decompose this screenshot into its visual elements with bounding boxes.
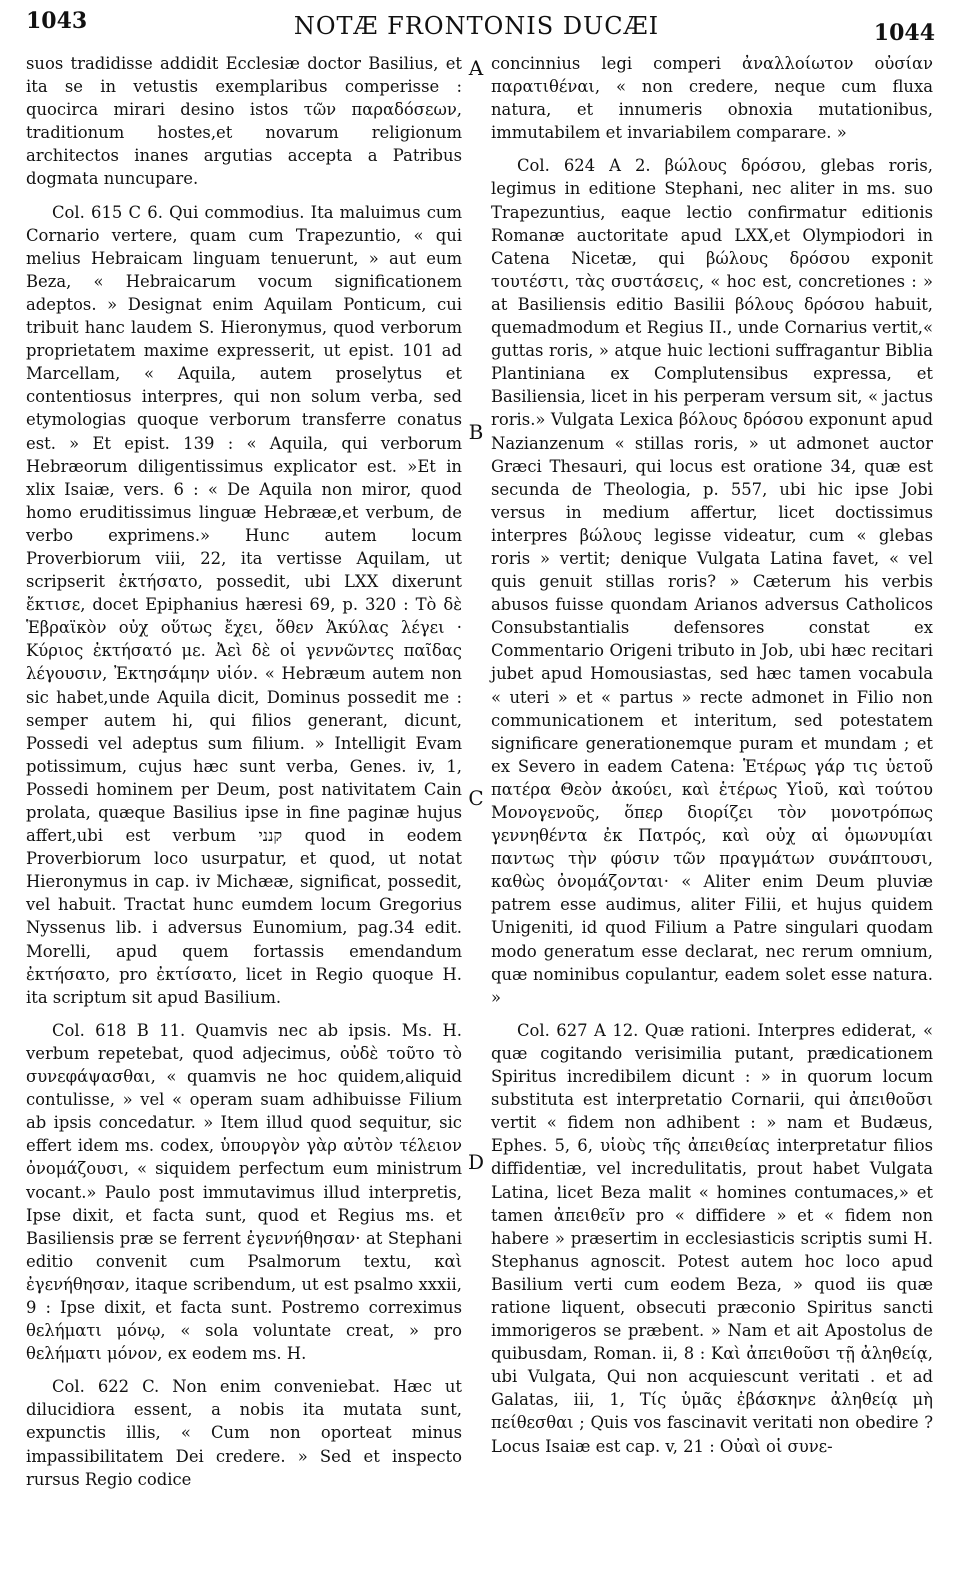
left-column — [26, 52, 462, 1501]
page-number-right: 1044 — [873, 20, 935, 46]
margin-marker-a: A — [468, 56, 484, 80]
page-header — [0, 6, 953, 46]
paragraph: Col. 615 C 6. Qui commodius. Ita maluimus cum Cornario vertere, quam cum Trapezuntio, « qui melius Hebraicam linguam tenuerunt, » aut eum Beza, « Hebraicarum vocum significationem adeptos. » Designat enim Aquilam Ponticum, cui tribuit hanc laudem S. Hieronymus, quod verborum proprietatem maxime expresserit, ut epist. 101 ad Marcellam, « Aquila, autem proselytus et contentiosus interpres, qui non solum verba, sed etymologias quoque verborum transferre conatus est. » Et epist. 139 : « Aquila, qui verborum Hebræorum diligentissimus explicator est. »Et in xlix Isaiæ, vers. 6 : « De Aquila non miror, quod homo eruditissimus linguæ Hebrææ,et verbum, de verbo exprimens.» Hunc autem locum Proverbiorum viii, 22, ita vertisse Aquilam, ut scripserit ἐκτήσατο, possedit, ubi LXX dixerunt ἔκτισε, docet Epiphanius hæresi 69, p. 320 : Τὸ δὲ Ἑβραϊκὸν οὐχ οὕτως ἔχει, ὅθεν Ἀκύλας λέγει · Κύριος ἐκτήσατό με. Ἀεὶ δὲ οἱ γεννῶντες παῖδας λέγουσιν, Ἐκτησάμην υἱόν. « Hebræum autem non sic habet,unde Aquila dicit, Dominus possedit me : semper autem hi, qui filios generant, dicunt, Possedi vel adeptus sum filium. » Intelligit Evam potissimum, cujus hæc sunt verba, Genes. iv, 1, Possedi hominem per Deum, post nativitatem Cain prolata, quæque Basilius ipse in fine paginæ hujus affert,ubi est verbum קנני quod in eodem Proverbiorum loco usurpatur, et quod, ut notat Hieronymus in cap. iv Michææ, significat, possedit, vel habuit. Tractat hunc eumdem locum Gregorius Nyssenus lib. i adversus Eunomium, pag.34 edit. Morelli, apud quem fortassis emendandum ἐκτήσατο, pro ἐκτίσατο, licet in Regio quoque H. ita scriptum sit apud Basilium. — [26, 202, 462, 1007]
paragraph: Col. 627 A 12. Quæ rationi. Interpres ediderat, « quæ cogitando verisimilia putant, prædicationem Spiritus incredibilem dicunt : » in quorum locum substituta est interpretatio Cornarii, qui ἀπειθοῦσι vertit « fidem non adhibent : » nam et Budæus, Ephes. 5, 6, υἱοὺς τῆς ἀπειθείας interpretatur filios diffidentiæ, vel incredulitatis, prout habet Vulgata Latina, licet Beza malit « homines contumaces,» et tamen ἀπειθεῖν pro « diffidere » et « fidem non habere » præsertim in ecclesiasticis scriptis sumi H. Stephanus agnoscit. Potest autem hoc loco apud Basilium verti cum eodem Beza, » quod iis quæ ratione liquent, obsecuti præconio Spiritus sancti immorigeros se præbent. » Nam et ait Apostolus de quibusdam, Roman. ii, 8 : Καὶ ἀπειθοῦσι τῇ ἀληθείᾳ, ubi Vulgata, Qui non acquiescunt veritati . et ad Galatas, iii, 1, Τίς ὑμᾶς ἐβάσκηνε ἀληθείᾳ μὴ πείθεσθαι ; Quis vos fascinavit veritati non obedire ? Locus Isaiæ est cap. v, 21 : Οὐαὶ οἱ συνε- — [491, 1020, 933, 1456]
paragraph: Col. 618 B 11. Quamvis nec ab ipsis. Ms. H. verbum repetebat, quod adjecimus, οὐδὲ τοῦτο τὸ συνεφάψασθαι, « quamvis ne hoc quidem,aliquid contulisse, » vel « operam suam adhibuisse Filium ab ipsis concedatur. » Item illud quod sequitur, sic effert idem ms. codex, ὑπουργὸν γὰρ αὐτὸν τέλειον ὀνομάζουσι, « siquidem perfectum eum ministrum vocant.» Paulo post immutavimus illud interpretis, Ipse dixit, et facta sunt, quod et Regius ms. et Basiliensis præ se ferrent ἐγεννήθησαν· at Stephani editio convenit cum Psalmorum textu, καὶ ἐγενήθησαν, itaque scribendum, ut est psalmo xxxii, 9 : Ipse dixit, et facta sunt. Postremo correximus θελήματι μόνῳ, « sola voluntate creat, » pro θελήματι μόνον, ex eodem ms. H. — [26, 1020, 462, 1364]
paragraph: suos tradidisse addidit Ecclesiæ doctor Basilius, et ita se in vetustis exemplaribus comperisse : quocirca mirari desino istos τῶν παραδόσεων, traditionum hostes,et novarum religionum architectos inanes argutias accepta a Patribus dogmata nuncupare. — [26, 54, 462, 189]
margin-marker-b: B — [468, 420, 484, 444]
page-number-left: 1043 — [26, 8, 88, 34]
running-title: NOTÆ FRONTONIS DUCÆI — [293, 12, 660, 40]
margin-marker-d: D — [467, 1150, 485, 1174]
margin-marker-c: C — [468, 786, 484, 810]
paragraph: Col. 622 C. Non enim conveniebat. Hæc ut dilucidiora essent, a nobis ita mutata sunt, expunctis illis, « Cum non oporteat minus impassibilitatem Dei credere. » Sed et inspecto rursus Regio codice — [26, 1377, 462, 1489]
paragraph: concinnius legi comperi ἀναλλοίωτον οὐσίαν παρατιθέναι, « non credere, neque cum fluxa natura, et innumeris obnoxia mutationibus, immutabilem et invariabilem comparare. » — [491, 54, 933, 143]
right-column — [491, 52, 933, 1468]
paragraph: Col. 624 A 2. βώλους δρόσου, glebas roris, legimus in editione Stephani, nec aliter in ms. suo Trapezuntius, eaque lectio confirmatur editionis Romanæ auctoritate apud LXX,et Olympiodori in Catena Nicetæ, qui βώλους δρόσου exponit τουτέστι, τὰς συστάσεις, « hoc est, concretiones : » at Basiliensis editio Basilii βόλους δρόσου habuit, quemadmodum et Regius II., unde Cornarius vertit,« guttas roris, » atque huic lectioni suffragantur Biblia Plantiniana ex Complutensibus expressa, et Basiliensia, licet in his perperam versum sit, « jactus roris.» Vulgata Lexica βόλους δρόσου exponunt apud Nazianzenum « stillas roris, » ut admonet auctor Græci Thesauri, qui locus est oratione 34, quæ est secunda de Theologia, p. 557, ubi hic ipse Jobi versus in medium affertur, licet doctissimus interpres βώλους legisse videatur, cum « glebas roris » vertit; denique Vulgata Latina favet, « vel quis genuit stillas roris? » Cæterum his verbis abusos fuisse quondam Arianos adversus Catholicos Consubstantialis defensores constat ex Commentario Origeni tributo in Job, ubi hæc recitari jubet apud Homousiastas, sed hæc tamen vocabula « uteri » et « partus » recte admonet in Filio non communicationem et interitum, sed potestatem significare generationemque puram et mundam ; et ex Severo in eadem Catena: Ἑτέρως γάρ τις ὑετοῦ πατέρα Θεὸν ἀκούει, καὶ ἑτέρως Υἱοῦ, καὶ τούτου Μονογενοῦς, ὅπερ διορίζει τὸν μονοτρόπως γεννηθέντα ἐκ Πατρός, καὶ οὐχ αἱ ὁμωνυμίαι παντως τὴν φύσιν τῶν πραγμάτων συνάπτουσι, καθὼς ὀνομάζονται· « Aliter enim Deum pluviæ patrem esse audimus, aliter Filii, et hujus quidem Unigeniti, id quod Filium a Patre singulari quodam modo generatum esse declarat, nec rerum omnium, quæ nominibus copulantur, eadem solet esse natura. » — [491, 156, 933, 1007]
